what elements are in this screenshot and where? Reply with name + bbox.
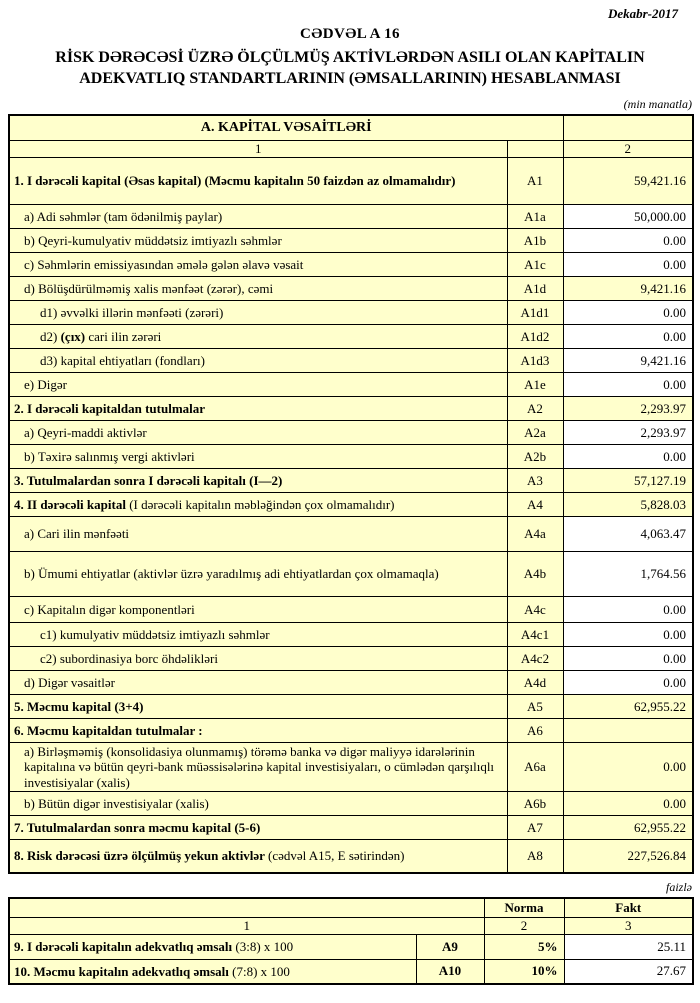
row-code: A10 [416, 959, 484, 984]
row-norma-value: 5% [484, 934, 564, 959]
capital-row-A2 [9, 397, 693, 421]
row-label: 4. II dərəcəli kapital (I dərəcəli kapitalın məbləğindən çox olmamalıdır) [9, 493, 507, 517]
col-number-2: 2 [563, 141, 693, 158]
row-code: A2a [507, 421, 563, 445]
capital-row-A1c [9, 253, 693, 277]
ratio-header-empty-cell [9, 898, 484, 918]
capital-row-A4c1 [9, 623, 693, 647]
row-label: 5. Məcmu kapital (3+4) [9, 695, 507, 719]
capital-row-A4c [9, 597, 693, 623]
row-code: A4c2 [507, 647, 563, 671]
row-label: 8. Risk dərəcəsi üzrə ölçülmüş yekun aktivlər (cədvəl A15, E sətirindən) [9, 840, 507, 873]
capital-row-A4b [9, 552, 693, 597]
capital-row-A6b [9, 792, 693, 816]
row-value: 0.00 [563, 743, 693, 792]
row-value: 0.00 [563, 647, 693, 671]
row-value: 2,293.97 [563, 421, 693, 445]
capital-row-A1d [9, 277, 693, 301]
row-code: A1d1 [507, 301, 563, 325]
capital-row-A2a [9, 421, 693, 445]
capital-row-A4c2 [9, 647, 693, 671]
row-label: b) Təxirə salınmış vergi aktivləri [9, 445, 507, 469]
row-value: 4,063.47 [563, 517, 693, 552]
row-value: 50,000.00 [563, 205, 693, 229]
capital-table [8, 114, 694, 874]
row-code: A5 [507, 695, 563, 719]
row-label: 6. Məcmu kapitaldan tutulmalar : [9, 719, 507, 743]
col-number-1: 1 [9, 141, 507, 158]
page-title-line1: RİSK DƏRƏCƏSİ ÜZRƏ ÖLÇÜLMÜŞ AKTİVLƏRDƏN ASILI OLAN KAPİTALIN [55, 49, 645, 66]
capital-row-A6 [9, 719, 693, 743]
page-title-line2: ADEKVATLIQ STANDARTLARININ (ƏMSALLARININ) HESABLANMASI [79, 69, 621, 87]
row-code: A6 [507, 719, 563, 743]
row-code: A4a [507, 517, 563, 552]
capital-row-A1d1 [9, 301, 693, 325]
capital-row-A5 [9, 695, 693, 719]
row-value: 5,828.03 [563, 493, 693, 517]
row-value: 0.00 [563, 445, 693, 469]
section-header-empty-cell [563, 115, 693, 141]
row-label: d2) (çıx) cari ilin zərəri [9, 325, 507, 349]
row-label: c2) subordinasiya borc öhdəlikləri [9, 647, 507, 671]
row-label: b) Ümumi ehtiyatlar (aktivlər üzrə yaradılmış adi ehtiyatlardan çox olmamaqla) [9, 552, 507, 597]
row-value: 0.00 [563, 325, 693, 349]
row-label: b) Bütün digər investisiyalar (xalis) [9, 792, 507, 816]
unit-note: (min manatla) [623, 96, 692, 111]
adequacy-ratio-table [8, 897, 694, 986]
capital-row-A4 [9, 493, 693, 517]
row-code: A3 [507, 469, 563, 493]
section-header-row [9, 115, 693, 141]
row-label: c) Səhmlərin emissiyasından əmələ gələn əlavə vəsait [9, 253, 507, 277]
capital-row-A1 [9, 158, 693, 205]
row-value: 0.00 [563, 301, 693, 325]
capital-row-A6a [9, 743, 693, 792]
row-label: 9. I dərəcəli kapitalın adekvatlıq əmsalı (3:8) x 100 [9, 934, 416, 959]
ratio-header-row [9, 898, 693, 918]
ratio-row-A10 [9, 959, 693, 984]
row-label: 2. I dərəcəli kapitaldan tutulmalar [9, 397, 507, 421]
fakt-column-header: Fakt [564, 898, 693, 918]
ratio-row-A9 [9, 934, 693, 959]
page-title [8, 48, 692, 90]
capital-row-A3 [9, 469, 693, 493]
row-value: 1,764.56 [563, 552, 693, 597]
row-label: a) Qeyri-maddi aktivlər [9, 421, 507, 445]
row-value: 0.00 [563, 229, 693, 253]
row-code: A1d2 [507, 325, 563, 349]
ratio-column-numbers-row [9, 917, 693, 934]
row-code: A4c [507, 597, 563, 623]
percent-note: faizlə [666, 879, 692, 894]
row-code: A8 [507, 840, 563, 873]
ratio-col-number-2: 2 [484, 917, 564, 934]
capital-row-A8 [9, 840, 693, 873]
capital-row-A1e [9, 373, 693, 397]
row-label: d) Digər vəsaitlər [9, 671, 507, 695]
row-value: 227,526.84 [563, 840, 693, 873]
row-label: b) Qeyri-kumulyativ müddətsiz imtiyazlı səhmlər [9, 229, 507, 253]
row-fakt-value: 25.11 [564, 934, 693, 959]
row-norma-value: 10% [484, 959, 564, 984]
row-code: A2 [507, 397, 563, 421]
row-code: A4 [507, 493, 563, 517]
row-label: c1) kumulyativ müddətsiz imtiyazlı səhmlər [9, 623, 507, 647]
table-number: CƏDVƏL A 16 [300, 26, 400, 42]
section-header: A. KAPİTAL VƏSAİTLƏRİ [9, 115, 563, 141]
row-code: A4d [507, 671, 563, 695]
row-label: d3) kapital ehtiyatları (fondları) [9, 349, 507, 373]
capital-row-A1b [9, 229, 693, 253]
row-value: 0.00 [563, 253, 693, 277]
row-code: A1 [507, 158, 563, 205]
capital-row-A7 [9, 816, 693, 840]
row-code: A1b [507, 229, 563, 253]
row-label: a) Birləşməmiş (konsolidasiya olunmamış) törəmə banka və digər maliyyə idarələrinin kapitalına və bütün qeyri-bank müəssisələrinə kapital investisiyaları, o cümlədən qarşılıqlı investisiyalar (xalis) [9, 743, 507, 792]
row-code: A1e [507, 373, 563, 397]
row-code: A4c1 [507, 623, 563, 647]
row-value: 0.00 [563, 373, 693, 397]
row-label: a) Cari ilin mənfəəti [9, 517, 507, 552]
capital-row-A4d [9, 671, 693, 695]
row-label: a) Adi səhmlər (tam ödənilmiş paylar) [9, 205, 507, 229]
row-value: 62,955.22 [563, 695, 693, 719]
row-label: d1) əvvəlki illərin mənfəəti (zərəri) [9, 301, 507, 325]
row-value: 62,955.22 [563, 816, 693, 840]
row-code: A6b [507, 792, 563, 816]
row-value: 2,293.97 [563, 397, 693, 421]
capital-row-A1d2 [9, 325, 693, 349]
column-numbers-row [9, 141, 693, 158]
capital-row-A2b [9, 445, 693, 469]
row-code: A4b [507, 552, 563, 597]
row-label: e) Digər [9, 373, 507, 397]
capital-row-A1d3 [9, 349, 693, 373]
row-code: A1c [507, 253, 563, 277]
row-code: A2b [507, 445, 563, 469]
row-code: A6a [507, 743, 563, 792]
row-code: A1a [507, 205, 563, 229]
row-value: 9,421.16 [563, 349, 693, 373]
row-code: A1d3 [507, 349, 563, 373]
row-code: A7 [507, 816, 563, 840]
row-value: 57,127.19 [563, 469, 693, 493]
row-code: A9 [416, 934, 484, 959]
row-label: c) Kapitalın digər komponentləri [9, 597, 507, 623]
row-code: A1d [507, 277, 563, 301]
norma-column-header: Norma [484, 898, 564, 918]
row-label: d) Bölüşdürülməmiş xalis mənfəət (zərər), cəmi [9, 277, 507, 301]
capital-row-A1a [9, 205, 693, 229]
row-value: 0.00 [563, 623, 693, 647]
row-fakt-value: 27.67 [564, 959, 693, 984]
ratio-col-number-1: 1 [9, 917, 484, 934]
row-value: 0.00 [563, 597, 693, 623]
ratio-col-number-3: 3 [564, 917, 693, 934]
row-value: 0.00 [563, 671, 693, 695]
row-label: 1. I dərəcəli kapital (Əsas kapital) (Məcmu kapitalın 50 faizdən az olmamalıdır) [9, 158, 507, 205]
row-label: 7. Tutulmalardan sonra məcmu kapital (5-6) [9, 816, 507, 840]
row-label: 10. Məcmu kapitalın adekvatlıq əmsalı (7:8) x 100 [9, 959, 416, 984]
row-value [563, 719, 693, 743]
report-date: Dekabr-2017 [607, 6, 678, 21]
col-number-empty [507, 141, 563, 158]
row-value: 59,421.16 [563, 158, 693, 205]
row-value: 0.00 [563, 792, 693, 816]
row-value: 9,421.16 [563, 277, 693, 301]
capital-row-A4a [9, 517, 693, 552]
row-label: 3. Tutulmalardan sonra I dərəcəli kapitalı (I—2) [9, 469, 507, 493]
